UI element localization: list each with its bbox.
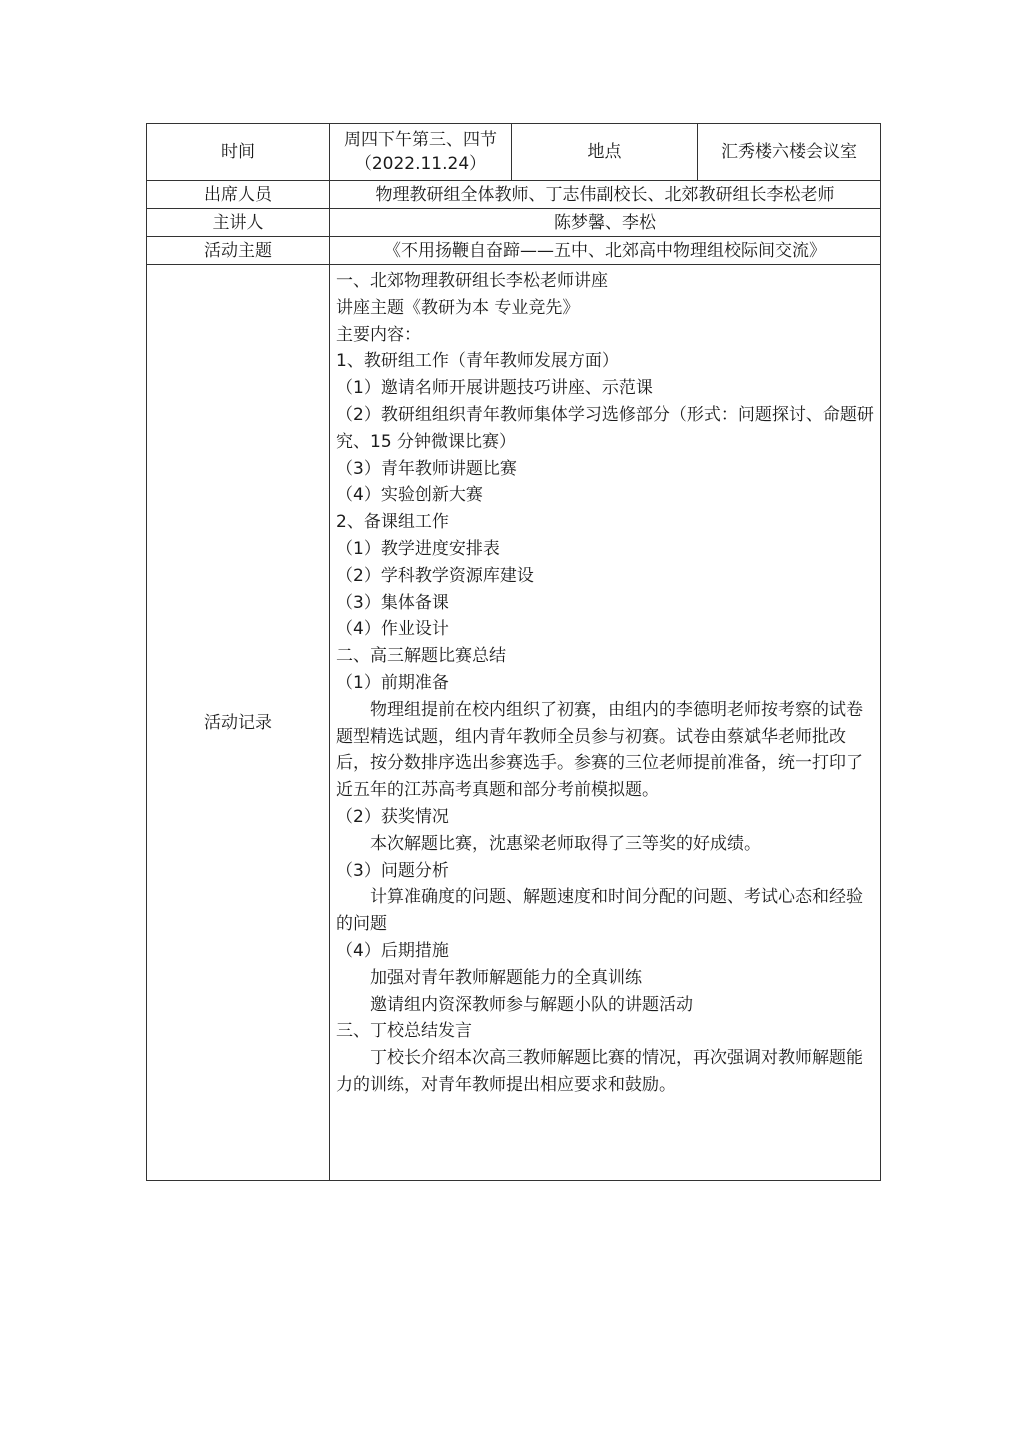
- time-value: [330, 124, 512, 181]
- record-line: （1）前期准备: [336, 672, 449, 693]
- record-line: 讲座主题《教研为本 专业竞先》: [336, 297, 580, 318]
- record-line: （4）后期措施: [336, 940, 449, 961]
- location-value: 汇秀楼六楼会议室: [698, 124, 881, 181]
- record-line: （3）问题分析: [336, 860, 449, 881]
- record-line: 二、高三解题比赛总结: [336, 646, 506, 667]
- speaker-value: 陈梦馨、李松: [330, 209, 881, 237]
- record-paragraph: 加强对青年教师解题能力的全真训练: [370, 967, 642, 988]
- activity-record-table: [146, 123, 881, 1181]
- location-label: 地点: [512, 124, 698, 181]
- record-line: （2）获奖情况: [336, 806, 449, 827]
- record-row: [147, 265, 881, 1181]
- time-value-line2: （2022.11.24）: [354, 154, 487, 174]
- attendees-value: 物理教研组全体教师、丁志伟副校长、北郊教研组长李松老师: [330, 181, 881, 209]
- record-line: 一、北郊物理教研组长李松老师讲座: [336, 271, 608, 291]
- record-line: 2、备课组工作: [336, 512, 449, 533]
- record-line: （3）青年教师讲题比赛: [336, 458, 517, 479]
- record-line: （1）邀请名师开展讲题技巧讲座、示范课: [336, 378, 653, 399]
- record-line: 1、教研组工作（青年教师发展方面）: [336, 351, 619, 372]
- record-line: （1）教学进度安排表: [336, 538, 500, 559]
- record-line: （4）实验创新大赛: [336, 485, 483, 506]
- attendees-label: 出席人员: [147, 181, 330, 209]
- speaker-row: [147, 209, 881, 237]
- theme-label: 活动主题: [147, 237, 330, 265]
- speaker-label: 主讲人: [147, 209, 330, 237]
- record-line: （2）学科教学资源库建设: [336, 565, 534, 586]
- record-paragraph: 邀请组内资深教师参与解题小队的讲题活动: [370, 994, 693, 1015]
- record-paragraph: 计算准确度的问题、解题速度和时间分配的问题、考试心态和经验的问题: [336, 887, 863, 935]
- record-line: （2）教研组组织青年教师集体学习选修部分（形式：问题探讨、命题研究、15 分钟微课比赛）: [336, 404, 874, 452]
- time-label: 时间: [147, 124, 330, 181]
- record-content: [330, 265, 881, 1181]
- record-label: 活动记录: [147, 265, 330, 1181]
- time-value-line1: 周四下午第三、四节: [344, 130, 497, 150]
- record-line: （4）作业设计: [336, 619, 449, 640]
- theme-row: [147, 237, 881, 265]
- theme-value: 《不用扬鞭自奋蹄——五中、北郊高中物理组校际间交流》: [330, 237, 881, 265]
- record-paragraph: 丁校长介绍本次高三教师解题比赛的情况，再次强调对教师解题能力的训练，对青年教师提出相应要求和鼓励。: [336, 1048, 863, 1095]
- attendees-row: [147, 181, 881, 209]
- time-location-row: [147, 124, 881, 181]
- record-paragraph: 本次解题比赛，沈惠梁老师取得了三等奖的好成绩。: [370, 833, 761, 854]
- record-paragraph: 物理组提前在校内组织了初赛，由组内的李德明老师按考察的试卷题型精选试题，组内青年教师全员参与初赛。试卷由蔡斌华老师批改后，按分数排序选出参赛选手。参赛的三位老师提前准备，统一打印了近五年的江苏高考真题和部分考前模拟题。: [336, 699, 863, 801]
- record-line: （3）集体备课: [336, 592, 449, 613]
- record-line: 主要内容：: [336, 324, 421, 345]
- record-line: 三、丁校总结发言: [336, 1021, 472, 1042]
